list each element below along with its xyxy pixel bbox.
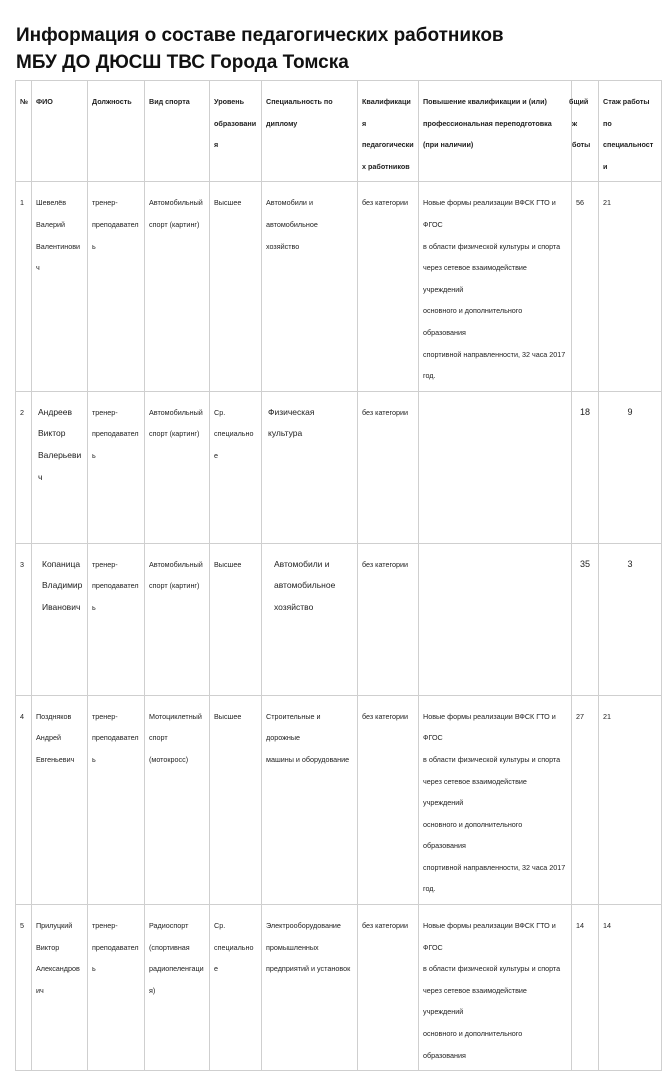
- cell-sport-line: спорт (картинг): [149, 581, 200, 591]
- cell-training-line: через сетевое взаимодействие учреждений: [423, 985, 527, 1017]
- cell-training-line: спортивной направленности, 32 часа 2017: [423, 349, 566, 359]
- cell-num: 4: [16, 695, 32, 904]
- cell-name-line: Копаница: [42, 558, 81, 569]
- cell-sport-line: Мотоциклетный: [149, 711, 202, 721]
- cell-name: [32, 905, 88, 1071]
- cell-specialty-line: Автомобили и: [274, 558, 330, 569]
- cell-name-line: Виктор: [36, 942, 60, 952]
- cell-training: [419, 391, 572, 543]
- cell-position-line: преподаватель: [92, 942, 139, 974]
- cell-total-experience: 35: [572, 543, 599, 695]
- cell-specialty: [262, 543, 358, 695]
- cell-specialty: [262, 182, 358, 391]
- cell-name-line: Поздняков: [36, 711, 72, 721]
- cell-name-line: Александрович: [36, 964, 80, 995]
- document-title: [16, 22, 656, 76]
- cell-training-line: Новые формы реализации ВФСК ГТО и ФГОС: [423, 198, 556, 229]
- cell-spec-experience: 9: [599, 391, 662, 543]
- cell-training-line: в области физической культуры и спорта: [423, 241, 561, 251]
- cell-position: [88, 695, 145, 904]
- cell-sport-line: спорт (мотокросс): [149, 733, 189, 764]
- cell-specialty-line: предприятий и установок: [266, 964, 351, 974]
- cell-specialty-line: Физическая: [268, 406, 315, 417]
- cell-sport: [145, 182, 210, 391]
- cell-name-line: Иванович: [42, 601, 81, 612]
- table-row: [16, 695, 662, 904]
- cell-training-line: в области физической культуры и спорта: [423, 754, 561, 764]
- cell-specialty-line: культура: [268, 428, 303, 439]
- cell-qualification: без категории: [358, 905, 419, 1071]
- cell-spec-experience: 3: [599, 543, 662, 695]
- cell-total-experience: 27: [572, 695, 599, 904]
- cell-name-line: Валентинович: [36, 241, 81, 273]
- cell-training-line: год.: [423, 884, 436, 894]
- cell-specialty: [262, 391, 358, 543]
- cell-num: 3: [16, 543, 32, 695]
- cell-sport-line: радиопеленгация): [149, 964, 204, 995]
- cell-education: [210, 543, 262, 695]
- cell-qualification: без категории: [358, 391, 419, 543]
- cell-training-line: через сетевое взаимодействие учреждений: [423, 776, 527, 808]
- cell-total-experience: 14: [572, 905, 599, 1071]
- cell-education-line: Ср.: [214, 407, 226, 417]
- cell-position: [88, 905, 145, 1071]
- cell-name: [32, 182, 88, 391]
- col-header-specialty: Специальность по диплому: [262, 81, 358, 182]
- cell-num: 1: [16, 182, 32, 391]
- cell-training-line: основного и дополнительного образования: [423, 819, 523, 851]
- cell-specialty-line: Строительные и дорожные: [266, 711, 321, 743]
- cell-education: [210, 695, 262, 904]
- cell-total-experience: 18: [572, 391, 599, 543]
- cell-sport: [145, 695, 210, 904]
- cell-position-line: преподаватель: [92, 733, 139, 764]
- cell-training: [419, 695, 572, 904]
- col-header-spec-experience: Стаж работы по специальности: [599, 81, 662, 182]
- cell-training-line: Новые формы реализации ВФСК ГТО и ФГОС: [423, 921, 556, 952]
- cell-training-line: спортивной направленности, 32 часа 2017: [423, 862, 566, 872]
- cell-education-line: Высшее: [214, 198, 242, 208]
- cell-specialty: [262, 695, 358, 904]
- cell-sport-line: Автомобильный: [149, 407, 203, 417]
- col-header-training: Повышение квалификации и (или) профессиональная переподготовка (при наличии): [419, 81, 572, 182]
- cell-training: [419, 543, 572, 695]
- title-line-2: МБУ ДО ДЮСШ ТВС Города Томска: [16, 52, 349, 73]
- cell-specialty-line: промышленных: [266, 942, 319, 952]
- cell-spec-experience: 21: [599, 182, 662, 391]
- cell-training: [419, 905, 572, 1071]
- title-line-1: Информация о составе педагогических работников: [16, 25, 504, 46]
- cell-sport-line: (спортивная: [149, 942, 190, 952]
- cell-position-line: тренер-: [92, 711, 118, 721]
- cell-training-line: год.: [423, 371, 436, 381]
- cell-sport-line: Автомобильный: [149, 198, 203, 208]
- cell-name-line: Виктор: [38, 428, 66, 439]
- cell-education-line: Ср.: [214, 921, 226, 931]
- cell-specialty-line: автомобильное хозяйство: [266, 219, 318, 251]
- cell-position-line: тренер-: [92, 921, 118, 931]
- cell-name-line: Прилуцкий: [36, 921, 73, 931]
- cell-sport: [145, 543, 210, 695]
- cell-qualification: без категории: [358, 695, 419, 904]
- col-header-name: ФИО: [32, 81, 88, 182]
- cell-education: [210, 182, 262, 391]
- cell-specialty: [262, 905, 358, 1071]
- cell-position-line: тренер-: [92, 559, 118, 569]
- cell-training-line: основного и дополнительного образования: [423, 306, 523, 337]
- cell-education-line: Высшее: [214, 711, 242, 721]
- cell-training-line: через сетевое взаимодействие учреждений: [423, 263, 527, 294]
- cell-sport: [145, 905, 210, 1071]
- col-header-sport: Вид спорта: [145, 81, 210, 182]
- col-header-total-experience: бщий ж боты: [572, 81, 599, 182]
- cell-specialty-line: хозяйство: [274, 601, 314, 612]
- cell-name-line: Шевелёв: [36, 198, 67, 208]
- cell-position-line: преподаватель: [92, 581, 139, 612]
- cell-position: [88, 391, 145, 543]
- cell-training-line: в области физической культуры и спорта: [423, 964, 561, 974]
- cell-total-experience: 56: [572, 182, 599, 391]
- cell-position: [88, 182, 145, 391]
- cell-position-line: преподаватель: [92, 219, 139, 251]
- cell-position: [88, 543, 145, 695]
- cell-sport: [145, 391, 210, 543]
- table-row: [16, 391, 662, 543]
- table-row: [16, 543, 662, 695]
- cell-education-line: специальное: [214, 942, 254, 974]
- cell-name: [32, 543, 88, 695]
- cell-sport-line: спорт (картинг): [149, 429, 200, 439]
- table-row: [16, 905, 662, 1071]
- cell-specialty-line: автомобильное: [274, 580, 336, 591]
- cell-position-line: тренер-: [92, 407, 118, 417]
- cell-name-line: Владимир: [42, 580, 83, 591]
- cell-name-line: Андреев: [38, 406, 73, 417]
- col-header-education: Уровень образования: [210, 81, 262, 182]
- cell-name-line: Андрей: [36, 733, 61, 743]
- col-header-num: №: [16, 81, 32, 182]
- cell-name-line: Валерий: [36, 219, 66, 229]
- cell-spec-experience: 21: [599, 695, 662, 904]
- cell-specialty-line: машины и оборудование: [266, 754, 350, 764]
- cell-specialty-line: Автомобили и: [266, 198, 313, 208]
- table-row: [16, 182, 662, 391]
- cell-position-line: тренер-: [92, 198, 118, 208]
- staff-table: [15, 80, 662, 1071]
- col-header-position: Должность: [88, 81, 145, 182]
- cell-sport-line: Автомобильный: [149, 559, 203, 569]
- cell-name-line: Валерьевич: [38, 449, 82, 482]
- col-header-qualification: Квалификация педагогических работников: [358, 81, 419, 182]
- cell-num: 5: [16, 905, 32, 1071]
- cell-name: [32, 391, 88, 543]
- cell-sport-line: Радиоспорт: [149, 921, 189, 931]
- cell-education: [210, 391, 262, 543]
- cell-position-line: преподаватель: [92, 429, 139, 460]
- cell-education: [210, 905, 262, 1071]
- cell-spec-experience: 14: [599, 905, 662, 1071]
- cell-education-line: Высшее: [214, 559, 242, 569]
- cell-training: [419, 182, 572, 391]
- cell-name: [32, 695, 88, 904]
- cell-training-line: Новые формы реализации ВФСК ГТО и ФГОС: [423, 711, 556, 743]
- cell-education-line: специальное: [214, 429, 254, 460]
- cell-specialty-line: Электрооборудование: [266, 921, 341, 931]
- cell-name-line: Евгеньевич: [36, 754, 75, 764]
- cell-num: 2: [16, 391, 32, 543]
- cell-qualification: без категории: [358, 182, 419, 391]
- cell-qualification: без категории: [358, 543, 419, 695]
- cell-sport-line: спорт (картинг): [149, 219, 200, 229]
- cell-training-line: основного и дополнительного образования: [423, 1029, 523, 1060]
- table-header-row: [16, 81, 662, 182]
